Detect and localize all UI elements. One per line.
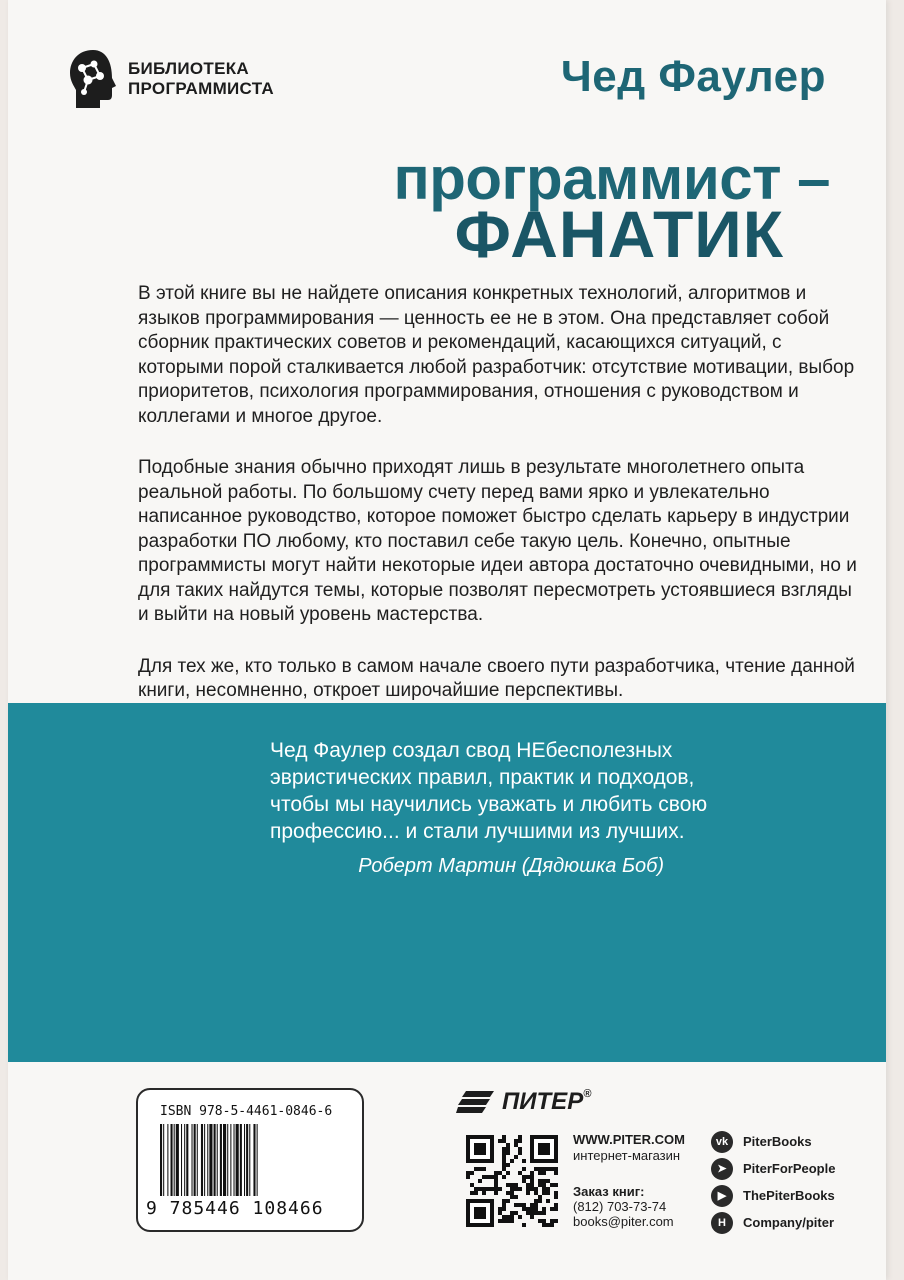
social-habr[interactable] [711,1209,835,1236]
order-label: Заказ книг: [573,1184,645,1199]
social-vk[interactable] [711,1128,835,1155]
qr-code [466,1135,558,1227]
telegram-icon: ➤ [711,1158,733,1180]
author-name: Чед Фаулер [560,52,826,101]
series-line2: ПРОГРАММИСТА [128,79,274,98]
barcode-bars [158,1124,348,1196]
social-links [711,1128,835,1236]
social-youtube[interactable] [711,1182,835,1209]
book-description [138,282,858,731]
website-link[interactable]: WWW.PITER.COM [573,1132,685,1147]
social-label: Company/piter [743,1215,835,1230]
series-logo [66,48,274,110]
youtube-icon: ▶ [711,1185,733,1207]
registered-mark: ® [583,1088,592,1100]
description-paragraph: В этой книге вы не найдете описания конкретных технологий, алгоритмов и языков программирования — ценность ее не в этом. Она представляет собой сборник практических советов и рекомендаций, касающихся ситуаций, с которыми порой сталкивается любой разработчик: отсутствие мотивации, выбор приоритетов, психология программирования, отношения с руководством и коллегами и многое другое. [138,283,855,427]
barcode-digits: 9 785446 108466 [146,1198,324,1219]
order-info [573,1184,674,1229]
publisher-name-text: ПИТЕР [502,1088,584,1115]
book-back-cover [8,0,886,1280]
description-paragraph: Подобные знания обычно приходят лишь в результате многолетнего опыта реальной работы. По большому счету перед вами ярко и увлекательно написанное руководство, которое поможет быстро сделать карьеру в индустрии разработки ПО любому, кто поставил себе такую цель. Конечно, опытные программисты могут найти некоторые идеи автора достаточно очевидными, но и для таких найдутся темы, которые позволят пересмотреть устоявшиеся взгляды и выйти на новый уровень мастерства. [138,457,857,625]
book-title-line2: ФАНАТИК [454,197,784,271]
book-title-line1: программист – [393,145,830,212]
quote-text: Чед Фаулер создал свод НЕбесполезных эвристических правил, практик и подходов, чтобы мы научились уважать и любить свою профессию... и стали лучшими из лучших. [270,739,708,843]
publisher-logo [456,1088,591,1116]
quote-author: Роберт Мартин (Дядюшка Боб) [358,855,664,877]
social-label: PiterForPeople [743,1161,836,1176]
vk-icon: vk [711,1131,733,1153]
order-email[interactable]: books@piter.com [573,1214,674,1229]
social-label: PiterBooks [743,1134,812,1149]
shop-label: интернет-магазин [573,1148,681,1163]
head-network-icon [66,48,120,110]
description-paragraph: Для тех же, кто только в самом начале своего пути разработчика, чтение данной книги, несомненно, откроет широчайшие перспективы. [138,655,855,701]
quote-band [8,703,886,1062]
order-phone: (812) 703-73-74 [573,1199,667,1214]
shop-info [573,1132,685,1164]
habr-icon: H [711,1212,733,1234]
publisher-name [502,1088,591,1116]
isbn-label: ISBN 978-5-4461-0846-6 [160,1104,333,1119]
series-name [128,59,274,99]
social-label: ThePiterBooks [743,1188,835,1203]
series-line1: БИБЛИОТЕКА [128,59,249,78]
social-telegram[interactable] [711,1155,835,1182]
piter-stripes-icon [456,1089,496,1115]
barcode [136,1088,364,1232]
